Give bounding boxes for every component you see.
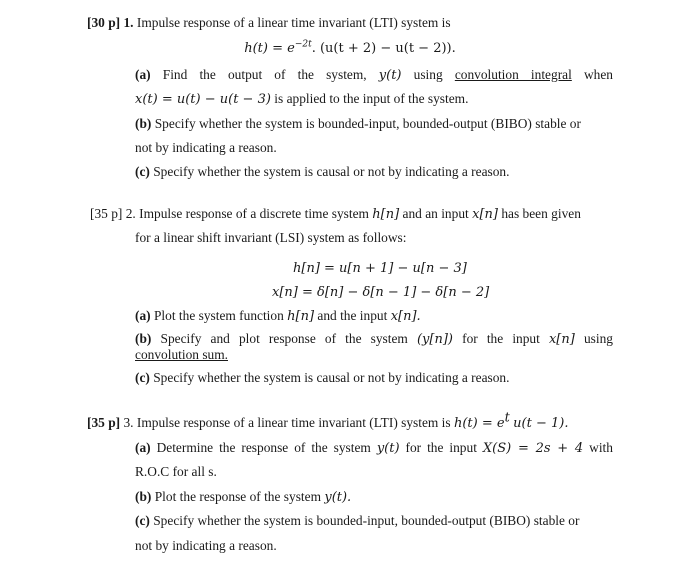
q1-part-b-line2: not by indicating a reason. bbox=[135, 140, 277, 155]
q2-intro-line: [35 p] 2. Impulse response of a discrete time system h[n] and an input x[n] has been given bbox=[90, 206, 581, 222]
q2-convolution-sum: convolution sum. bbox=[135, 347, 228, 362]
q3-part-b: (b) Plot the response of the system y(t). bbox=[135, 489, 352, 505]
q3-points: [35 p] bbox=[87, 415, 121, 430]
q2-number: 2. bbox=[125, 206, 136, 221]
q2-equation-h: h[n] = u[n + 1] − u[n − 3] bbox=[293, 261, 467, 276]
q1-intro-line bbox=[87, 14, 451, 32]
q3-number: 3. bbox=[123, 415, 134, 430]
q1-intro: Impulse response of a linear time invariant (LTI) system is bbox=[136, 15, 451, 30]
q1-equation: $h(t) = e^{-2t}$. (u(t + 2) − u(t − 2)). bbox=[244, 39, 456, 56]
q2-part-b-line1: (b) Specify and plot response of the system (y[n]) for the input x[n] using bbox=[135, 331, 613, 347]
q1-points: [30 p] bbox=[87, 15, 121, 30]
q1-part-a-line2: x(t) = u(t) − u(t − 3) is applied to the input of the system. bbox=[135, 91, 469, 107]
q2-part-c: (c) Specify whether the system is causal or not by indicating a reason. bbox=[135, 370, 510, 385]
q3-part-c-line1: (c) Specify whether the system is bounded-input, bounded-output (BIBO) stable or bbox=[135, 513, 580, 528]
q2-part-a: (a) Plot the system function h[n] and the input x[n]. bbox=[135, 308, 421, 324]
q2-intro-line2: for a linear shift invariant (LSI) system as follows: bbox=[135, 230, 407, 245]
q1-part-c: (c) Specify whether the system is causal or not by indicating a reason. bbox=[135, 164, 510, 179]
q1-part-a-line1: (a) Find the output of the system, y(t) using convolution integral when bbox=[135, 67, 613, 83]
q2-points: [35 p] bbox=[90, 206, 123, 221]
q3-intro-line: [35 p] 3. Impulse response of a linear time invariant (LTI) system is $h(t) = e^t$ u(t − 1). bbox=[87, 410, 569, 431]
q1-part-b-line1: (b) Specify whether the system is bounded-input, bounded-output (BIBO) stable or bbox=[135, 116, 581, 131]
q3-part-a-line1: (a) Determine the response of the system y(t) for the input X(S) = 2s + 4 with bbox=[135, 440, 613, 456]
q3-part-a-line2: R.O.C for all s. bbox=[135, 464, 217, 479]
q2-equation-x: x[n] = δ[n] − δ[n − 1] − δ[n − 2] bbox=[272, 285, 490, 300]
q1-convolution-integral: convolution integral bbox=[454, 67, 572, 82]
q3-part-c-line2: not by indicating a reason. bbox=[135, 538, 277, 553]
q1-number: 1. bbox=[123, 15, 134, 30]
